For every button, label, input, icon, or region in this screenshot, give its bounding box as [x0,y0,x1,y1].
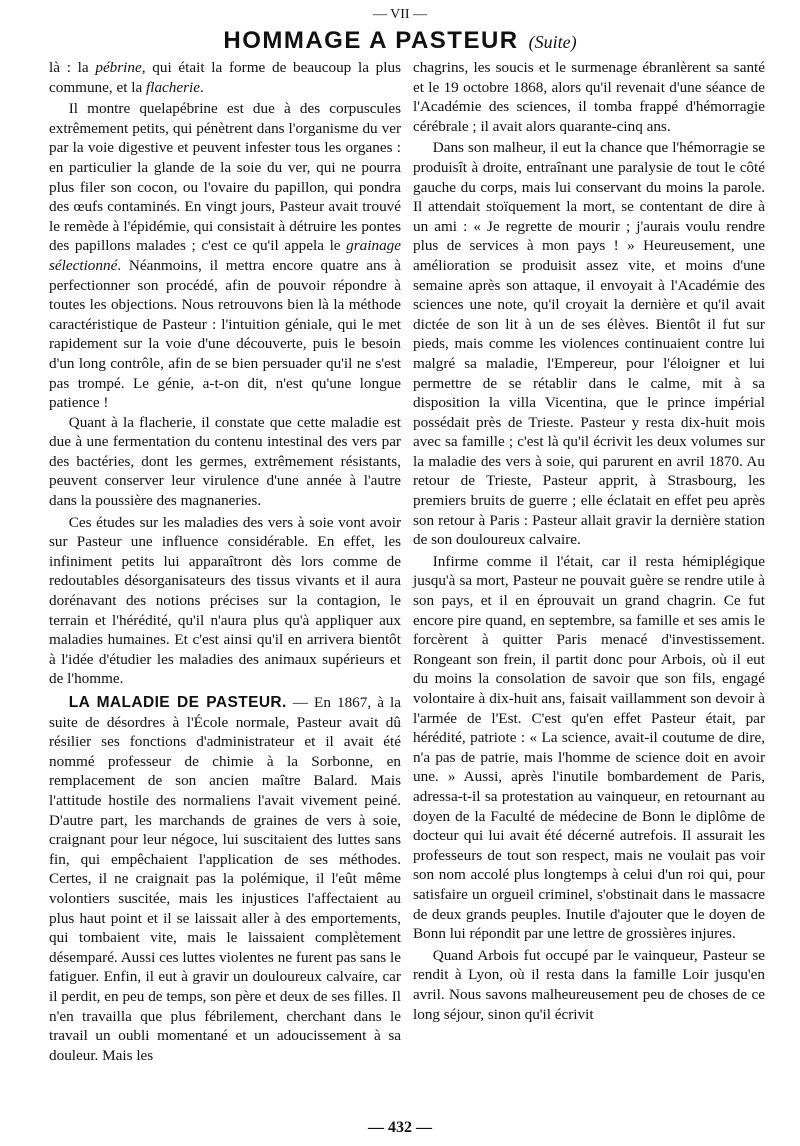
page-number: — 432 — [368,1119,432,1136]
roman-page-marker: — VII — [372,7,428,22]
emphasis: grainage sélectionné [49,237,401,274]
left-column [49,58,401,1065]
title-suffix: (Suite) [528,32,577,52]
paragraph: là : la pébrine, qui était la forme de beaucoup la plus commune, et la flacherie. [49,59,401,96]
paragraph: Infirme comme il l'était, car il resta hémiplégique jusqu'à sa mort, Pasteur ne pouvait guère se rendre utile à son pays, et il en éprouvait un grand chagrin. Ce fut encore pire quand, en septembre, sa famille et ses amis le forcèrent à quitter Paris menacé d'investissement. Rongeant son frein, il partit donc pour Arbois, où il eut du moins la consolation de savoir que son fils, engagé volontaire à dix-huit ans, faisait vaillamment son devoir à l'armée de l'Est. C'est qu'en effet Pasteur était, par hérédité, patriote : « La science, avait-il coutume de dire, n'a pas de patrie, mais l'homme de science doit en avoir une. » Aussi, après l'inutile bombardement de Paris, adressa-t-il sa protestation au vainqueur, en retournant au doyen de la Faculté de médecine de Bonn le diplôme de docteur qui lui avait été décerné autrefois. Il assurait les professeurs de tout son respect, mais ne voulait pas voir son nom accolé plus longtemps à celui d'un roi qui, pour satisfaire un orgueil criminel, s'obstinait dans le massacre de deux grands peuples. Inutile d'ajouter que le doyen de Bonn lui répondit par une lettre de grossières injures. [413,552,765,943]
paragraph: Quant à la flacherie, il constate que cette maladie est due à une fermentation du contenu intestinal des vers par des bactéries, dont les germes, extrêmement résistants, peuvent conserver leur virulence d'une année à l'autre dans la poussière des magnaneries. [49,413,401,510]
emphasis: pébrine [95,59,142,76]
paragraph: Il montre quelapébrine est due à des corpuscules extrêmement petits, qui pénètrent dans l'organisme du ver par la voie digestive et peuvent infester tous les organes : en particulier la glande de la soie du ver, qui ne pourra plus filer son cocon, ou l'ovaire du papillon, qui pondra des œufs contaminés. En vingt jours, Pasteur avait trouvé le remède à l'épidémie, qui consistait à détruire les pontes des papillons malades ; c'est ce qu'il appela le grainage sélectionné. Néanmoins, il mettra encore quatre ans à perfectionner son procédé, afin de pouvoir répondre à toutes les objections. Nous retrouvons bien là la méthode caractéristique de Pasteur : l'intuition géniale, qui le met rapidement sur la voie d'une découverte, puis le besoin d'un long contrôle, afin de se bien persuader qu'il ne s'est pas trompé. Le génie, a-t-on dit, n'est qu'une longue patience ! [49,100,401,412]
title-main: HOMMAGE A PASTEUR [223,27,519,54]
section-paragraph: LA MALADIE DE PASTEUR. — En 1867, à la suite de désordres à l'École normale, Pasteur avait dû résilier ses fonctions d'administrateur et il avait été nommé professeur de chimie à la Sorbonne, en remplacement de son ancien maître Balard. Mais l'attitude hostile des normaliens l'avait vivement peiné. D'autre part, les marchands de graines de vers à soie, craignant pour leur négoce, lui suscitaient des luttes sans fin, qui empêchaient l'application de ses méthodes. Certes, il ne craignait pas la polémique, il l'eût même volontiers suscitée, mais les injustices l'affectaient au plus haut point et il se laissait aller à des emportements, qui tombaient vite, mais le laissaient complètement désemparé. Aussi ces luttes violentes ne furent pas sans le fatiguer. Enfin, il eut à gravir un douloureux calvaire, car il perdit, en peu de temps, son père et deux de ses filles. Il n'en travailla que plus fébrilement, cherchant dans le travail un oubli momentané et un adoucissement à sa douleur. Mais les [49,694,401,1064]
right-column [413,58,765,1024]
paragraph: chagrins, les soucis et le surmenage ébranlèrent sa santé et le 19 octobre 1868, alors qu'il revenait d'une séance de l'Académie des sciences, il tomba frappé d'hémorragie cérébrale ; il avait alors quarante-cinq ans. [413,59,765,135]
section-heading: LA MALADIE DE PASTEUR. [68,694,287,711]
emphasis: flacherie [146,78,200,96]
paragraph: Quand Arbois fut occupé par le vainqueur, Pasteur se rendit à Lyon, où il resta dans la famille Loir jusqu'en avril. Nous savons malheureusement peu de choses de ce long séjour, sinon qu'il écrivit [413,946,765,1023]
paragraph: Ces études sur les maladies des vers à soie vont avoir sur Pasteur une influence considérable. En effet, les infiniment petits lui apparaîtront dès lors comme de redoutables désorganisateurs des tissus vivants et il aura dorénavant des notions précises sur la contagion, le terrain et l'hérédité, qu'il n'aura plus qu'à appliquer aux maladies humaines. Et c'est ainsi qu'il en arrivera bientôt à l'idée d'étudier les maladies des animaux supérieurs et de l'homme. [49,513,401,688]
paragraph: Dans son malheur, il eut la chance que l'hémorragie se produisît à droite, entraînant une paralysie de tout le côté gauche du corps, mais lui conservant du moins la parole. Il attendait stoïquement la mort, se contentant de dire à un ami : « Je regrette de mourir ; j'aurais voulu rendre plus de services à mon pays ! » Heureusement, une amélioration se produisit assez vite, et moins d'une semaine après son attaque, il envoyait à l'Académie des sciences une note, qu'il croyait la dernière et qu'il avait dictée de son lit à un de ses élèves. Bientôt il fut sur pieds, mais comme les violences continuaient contre lui malgré sa maladie, l'Empereur, pour l'éloigner et lui permettre de se rétablir dans le calme, mit à sa disposition la villa Vicentina, que le prince impérial possédait près de Trieste. Pasteur y resta dix-huit mois avec sa famille ; c'est là qu'il écrivit les deux volumes sur la maladie des vers à soie, qui parurent en avril 1870. Au retour de Trieste, Pasteur apprit, à Strasbourg, les premiers bruits de guerre ; elle éclatait en effet peu après son retour à Paris : Pasteur allait gravir la dernière station de son douloureux calvaire. [413,139,765,549]
page-title [0,24,800,61]
